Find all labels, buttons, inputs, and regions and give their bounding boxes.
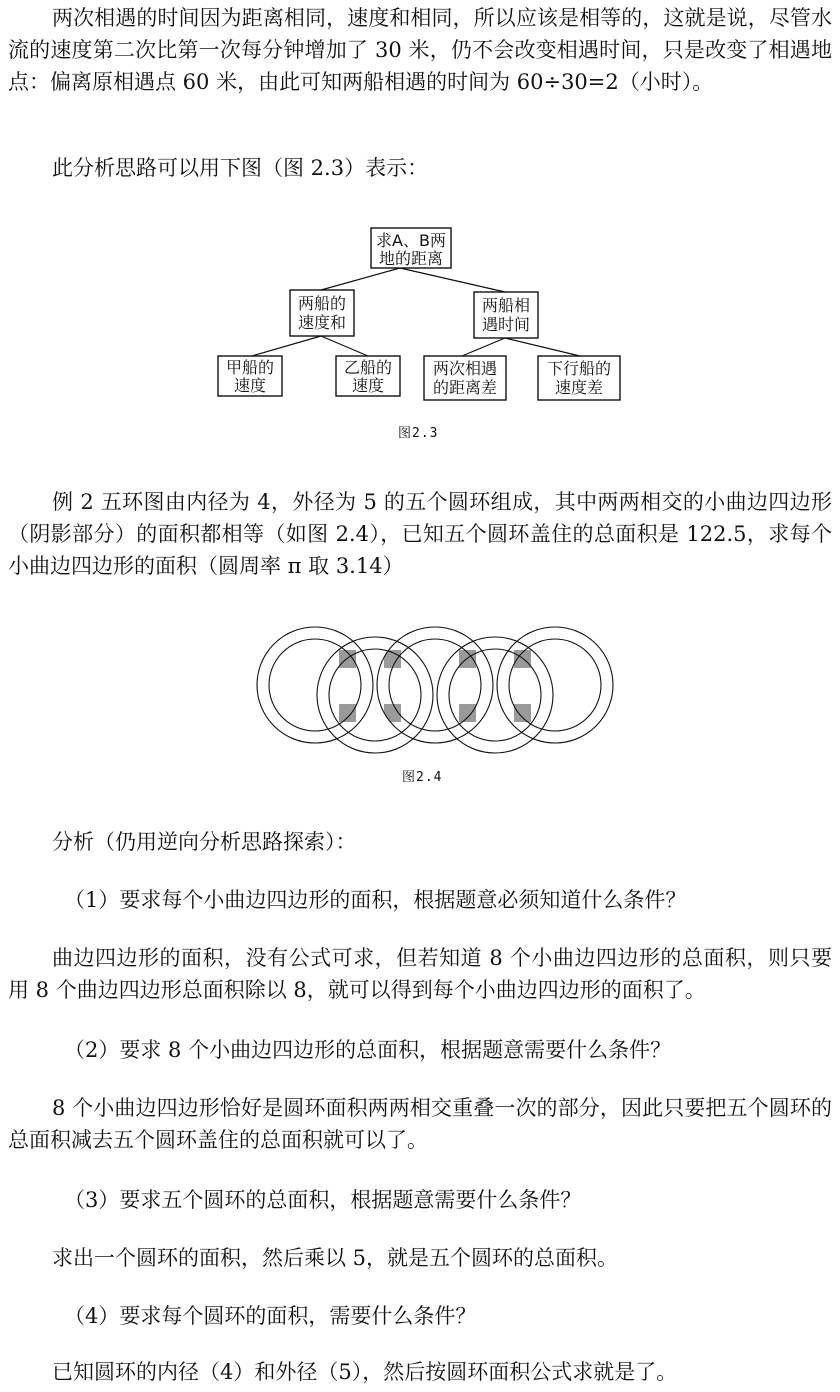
paragraph-meeting-time: 两次相遇的时间因为距离相同，速度和相同，所以应该是相等的，这就是说，尽管水流的速度第二次比第一次每分钟增加了 30 米，仍不会改变相遇时间，只是改变了相遇地点：偏离原相遇点 60 米，由此可知两船相遇的时间为 60÷30=2（小时）。	[8, 6, 832, 94]
answer-1: 曲边四边形的面积，没有公式可求，但若知道 8 个小曲边四边形的总面积，则只要用 8 个曲边四边形总面积除以 8，就可以得到每个小曲边四边形的面积了。	[8, 946, 832, 1002]
ring-1	[257, 627, 373, 743]
figure-2-4-caption: 图2.4	[402, 770, 443, 785]
ring-2	[317, 637, 433, 753]
figure-2-4-five-rings	[250, 620, 620, 760]
edge-left-leaf1	[252, 336, 321, 356]
paragraph-example-2: 例 2 五环图由内径为 4，外径为 5 的五个圆环组成，其中两两相交的小曲边四边形（阴影部分）的面积都相等（如图 2.4），已知五个圆环盖住的总面积是 122.5，求每个小曲边四边形的面积（圆周率 π 取 3.14）	[8, 490, 832, 578]
node-distance-difference	[424, 356, 506, 400]
question-4: （4）要求每个圆环的面积，需要什么条件？	[64, 1304, 477, 1328]
node-boat-a-speed	[218, 356, 282, 396]
node-downstream-line1: 下行船的	[546, 359, 612, 378]
node-boat-b-speed	[336, 356, 400, 396]
edge-right-leaf4	[505, 338, 580, 356]
node-speed-sum-line1: 两船的	[297, 294, 347, 313]
node-meeting-time-line1: 两船相	[481, 296, 531, 315]
node-root-line2: 地的距离	[378, 249, 444, 268]
ring-5	[497, 627, 613, 743]
node-boat-a-line2: 速度	[233, 376, 267, 395]
edge-right-leaf3	[462, 338, 505, 356]
figure-2-3-caption: 图2.3	[398, 426, 439, 441]
node-boat-b-line2: 速度	[351, 376, 385, 395]
node-boat-a-line1: 甲船的	[225, 358, 275, 377]
node-downstream-speed-difference	[538, 356, 620, 400]
overlap-1-bottom	[339, 704, 356, 722]
answer-4: 已知圆环的内径（4）和外径（5），然后按圆环面积公式求就是了。	[52, 1360, 678, 1384]
analysis-heading: 分析（仍用逆向分析思路探索）：	[52, 830, 357, 854]
node-distance-difference-line2: 的距离差	[432, 378, 498, 397]
answer-2: 8 个小曲边四边形恰好是圆环面积两两相交重叠一次的部分，因此只要把五个圆环的总面积减去五个圆环盖住的总面积就可以了。	[8, 1096, 832, 1152]
question-2: （2）要求 8 个小曲边四边形的总面积，根据题意需要什么条件？	[64, 1038, 672, 1062]
node-speed-sum	[290, 290, 354, 336]
node-root-distance	[371, 228, 451, 268]
node-distance-difference-line1: 两次相遇	[432, 359, 498, 378]
overlap-3-bottom	[459, 704, 476, 722]
ring-4	[437, 637, 553, 753]
edge-left-leaf2	[321, 336, 368, 356]
ring-3	[377, 627, 493, 743]
node-boat-b-line1: 乙船的	[343, 358, 393, 377]
edge-root-right	[400, 268, 505, 292]
node-root-line1: 求A、B两	[376, 231, 446, 250]
node-meeting-time	[474, 292, 538, 338]
node-downstream-line2: 速度差	[554, 378, 604, 397]
question-1: （1）要求每个小曲边四边形的面积，根据题意必须知道什么条件？	[64, 888, 687, 912]
node-meeting-time-line2: 遇时间	[481, 315, 531, 334]
figure-2-3-tree-diagram	[210, 222, 630, 412]
paragraph-figure-intro: 此分析思路可以用下图（图 2.3）表示：	[52, 156, 429, 180]
node-speed-sum-line2: 速度和	[297, 313, 347, 332]
question-3: （3）要求五个圆环的总面积，根据题意需要什么条件？	[64, 1188, 582, 1212]
overlap-4-bottom	[514, 704, 531, 722]
edge-root-left	[321, 268, 400, 290]
answer-3: 求出一个圆环的面积，然后乘以 5，就是五个圆环的总面积。	[52, 1246, 619, 1270]
